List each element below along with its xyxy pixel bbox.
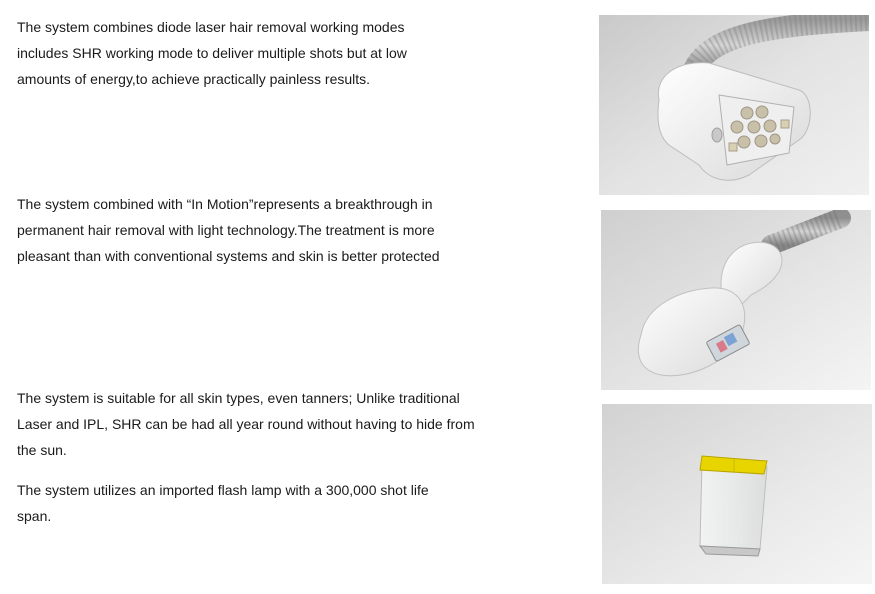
paragraph-skin-types: The system is suitable for all skin types, even tanners; Unlike traditional Laser and IPL, SHR can be had all year round without having to hide from the sun.	[17, 390, 475, 458]
paragraph-flash-lamp: The system utilizes an imported flash lamp with a 300,000 shot life span.	[17, 482, 429, 524]
paragraph-shr-modes: The system combines diode laser hair removal working modes includes SHR working mode to deliver multiple shots but at low amounts of energy,to achieve practically painless results.	[17, 19, 407, 87]
white-handpiece-image	[601, 210, 871, 390]
paragraph-in-motion: The system combined with “In Motion”represents a breakthrough in permanent hair removal with light technology.The treatment is more pleasant than with conventional systems and skin is better protected	[17, 196, 440, 264]
handpiece-lamp-cluster-image	[599, 15, 869, 195]
crystal-light-guide-image	[602, 404, 872, 584]
